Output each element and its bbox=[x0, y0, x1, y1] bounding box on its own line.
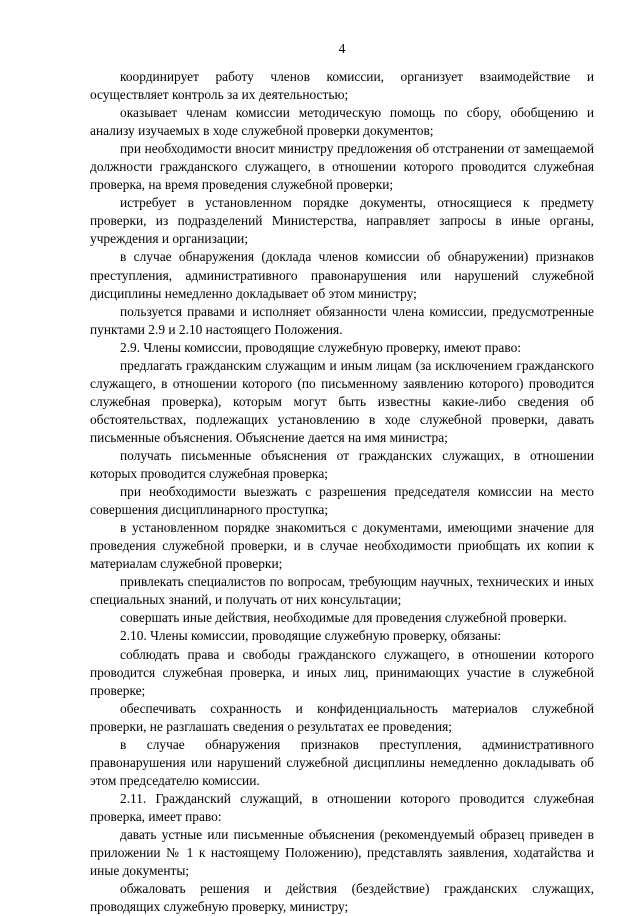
paragraph: в установленном порядке знакомиться с документами, имеющими значение для проведения служебной проверки, и в случае необходимости приобщать их копии к материалам служебной проверки; bbox=[90, 520, 594, 572]
section-heading-2-9: 2.9. Члены комиссии, проводящие служебную проверку, имеют право: bbox=[120, 339, 521, 355]
paragraph: при необходимости вносит министру предложения об отстранении от замещаемой должности гражданского служащего, в отношении которого проводится служебная проверка, на время проведения служебной проверки; bbox=[90, 141, 594, 193]
paragraph: в случае обнаружения признаков преступления, административного правонарушения или нарушений служебной дисциплины немедленно докладывать об этом председателю комиссии. bbox=[90, 736, 594, 788]
paragraph: получать письменные объяснения от гражданских служащих, в отношении которых проводится служебная проверка; bbox=[90, 447, 594, 482]
paragraph: обеспечивать сохранность и конфиденциальность материалов служебной проверки, не разглашать сведения о результатах ее проведения; bbox=[90, 700, 594, 734]
paragraph: координирует работу членов комиссии, организует взаимодействие и осуществляет контроль за их деятельностью; bbox=[90, 69, 594, 103]
paragraph: соблюдать права и свободы гражданского служащего, в отношении которого проводится служебная проверка, и иных лиц, принимающих участие в служебной проверке; bbox=[90, 646, 594, 698]
paragraph: совершать иные действия, необходимые для проведения служебной проверки. bbox=[120, 610, 567, 626]
section-heading-2-11: 2.11. Гражданский служащий, в отношении которого проводится служебная проверка, имеет право: bbox=[90, 790, 594, 824]
paragraph: пользуется правами и исполняет обязанности члена комиссии, предусмотренные пунктами 2.9 и 2.10 настоящего Положения. bbox=[90, 303, 594, 337]
section-heading-2-10: 2.10. Члены комиссии, проводящие служебную проверку, обязаны: bbox=[120, 628, 502, 644]
paragraph: оказывает членам комиссии методическую помощь по сбору, обобщению и анализу изучаемых в ходе служебной проверки документов; bbox=[90, 105, 594, 139]
paragraph: привлекать специалистов по вопросам, требующим научных, технических и иных специальных знаний, и получать от них консультации; bbox=[90, 574, 594, 608]
document-body bbox=[90, 68, 594, 916]
paragraph: истребует в установленном порядке документы, относящиеся к предмету проверки, из подразделений Министерства, направляет запросы в иные органы, учреждения и организации; bbox=[90, 195, 594, 247]
paragraph: обжаловать решения и действия (бездействие) гражданских служащих, проводящих служебную проверку, министру; bbox=[90, 881, 594, 915]
paragraph: в случае обнаружения (доклада членов комиссии об обнаружении) признаков преступления, административного правонарушения или нарушений служебной дисциплины немедленно докладывает об этом министру; bbox=[90, 249, 594, 301]
page-number: 4 bbox=[338, 41, 346, 56]
paragraph: предлагать гражданским служащим и иным лицам (за исключением гражданского служащего, в отношении которого (по письменному заявлению которого) проводится служебная проверка), которым могут быть известны какие-либо сведения об обстоятельствах, подлежащих установлению в ходе служебной проверки, давать письменные объяснения. Объяснение дается на имя министра; bbox=[90, 357, 594, 445]
paragraph: при необходимости выезжать с разрешения председателя комиссии на место совершения дисциплинарного проступка; bbox=[90, 484, 594, 518]
paragraph: давать устные или письменные объяснения (рекомендуемый образец приведен в приложении № 1 к настоящему Положению), представлять заявления, ходатайства и иные документы; bbox=[90, 826, 594, 879]
